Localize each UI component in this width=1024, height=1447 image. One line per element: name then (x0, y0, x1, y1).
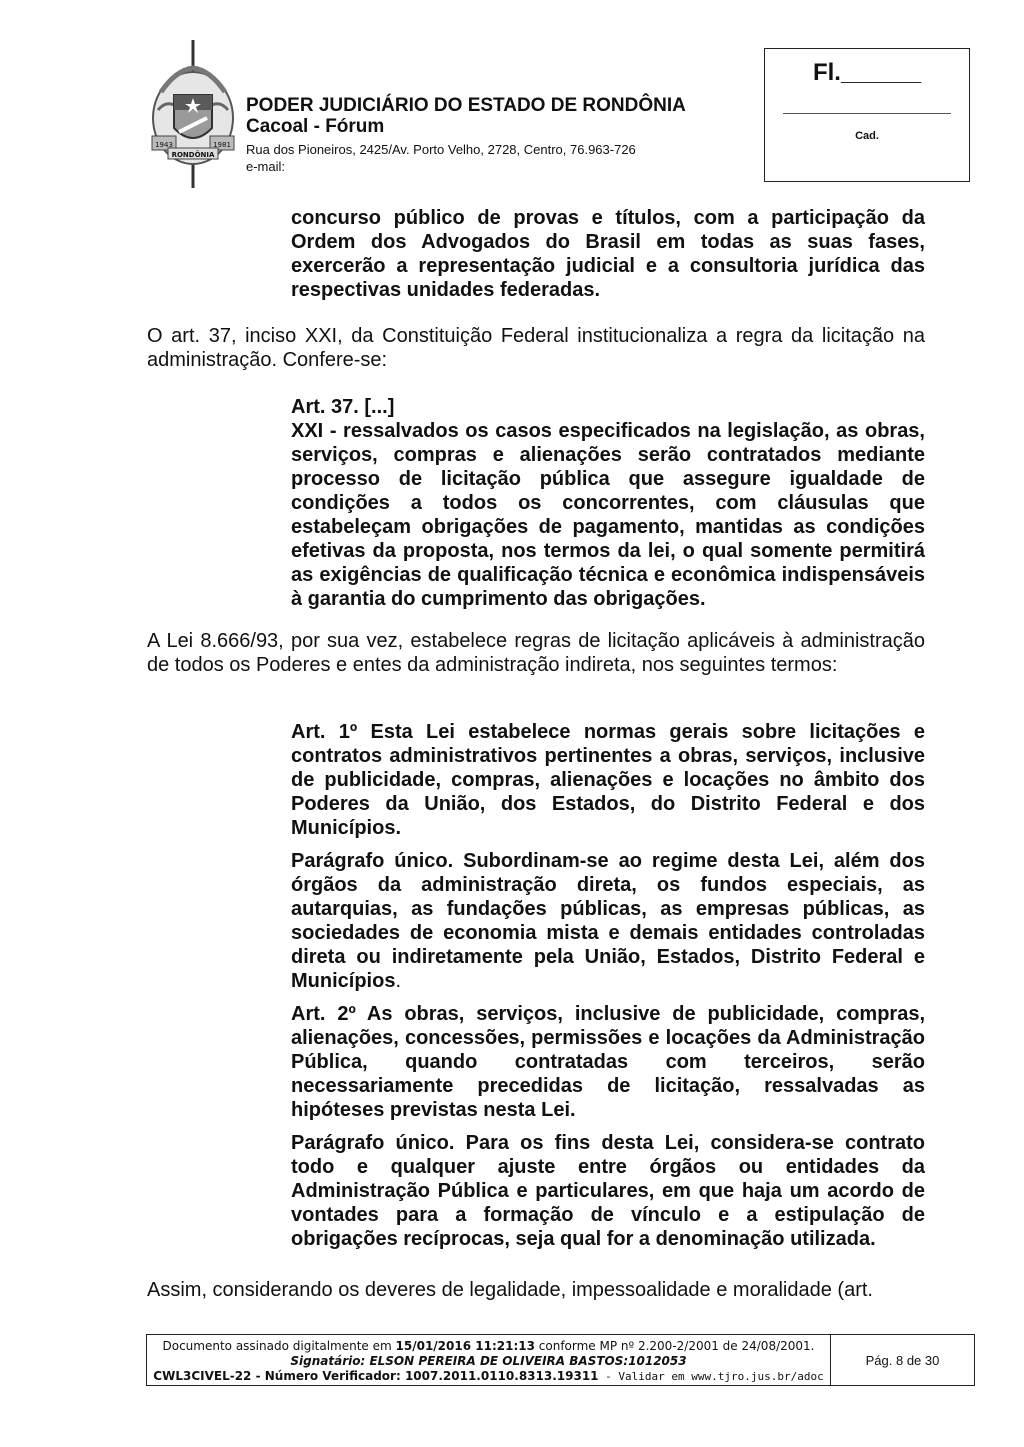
email-label: e-mail: (246, 159, 286, 174)
emblem-year-left: 1943 (155, 141, 173, 149)
folio-label: Fl.______ (812, 59, 922, 86)
quote-block-2 (291, 395, 925, 611)
emblem-banner-text: RONDÔNIA (171, 151, 215, 159)
signatory-line (147, 1354, 830, 1369)
quote-heading: Art. 37. [...] (291, 396, 395, 418)
quote-block-3 (291, 720, 925, 1251)
quote-text: concurso público de provas e títulos, com a participação da Ordem dos Advogados do Brasil em todas as suas fases, exercerão a representação judicial e a consultoria jurídica das respectivas unidades federadas. (291, 207, 925, 301)
document-header (246, 96, 686, 175)
validate-link[interactable]: - Validar em www.tjro.jus.br/adoc (598, 1370, 824, 1383)
folio-divider (783, 113, 951, 114)
folio-box (764, 48, 970, 182)
verifier-number: CWL3CIVEL-22 - Número Verificador: 1007.2011.0110.8313.19311 (153, 1369, 599, 1383)
signed-prefix: Documento assinado digitalmente em (162, 1339, 396, 1353)
quote-article-2: Art. 2º As obras, serviços, inclusive de publicidade, compras, alienações, concessões, permissões e locações da Administração Pública, quando contratadas com terceiros, serão necessariamente precedidas de licitação, ressalvadas as hipóteses previstas nesta Lei. (291, 1003, 925, 1121)
body-paragraph-2 (147, 629, 925, 677)
verifier-line (147, 1369, 830, 1384)
body-paragraph-1 (147, 324, 925, 372)
emblem-year-right: 1981 (213, 141, 231, 149)
paragraph-text: O art. 37, inciso XXI, da Constituição Federal institucionaliza a regra da licitação na administração. Confere-se: (147, 325, 925, 371)
body-paragraph-3 (147, 1278, 925, 1302)
signatory-name: Signatário: ELSON PEREIRA DE OLIVEIRA BASTOS:1012053 (290, 1354, 687, 1368)
signed-suffix: conforme MP nº 2.200-2/2001 de 24/08/2001. (534, 1339, 815, 1353)
cad-label: Cad. (855, 130, 879, 142)
paragraph-text: Assim, considerando os deveres de legalidade, impessoalidade e moralidade (art. (147, 1279, 873, 1301)
quote-paragraph-1-end: . (395, 970, 402, 992)
quote-paragraph-2: Parágrafo único. Para os fins desta Lei, considera-se contrato todo e qualquer ajuste entre órgãos ou entidades da Administração Pública e particulares, em que haja um acordo de vontades para a formação de vínculo e a estipulação de obrigações recíprocas, seja qual for a denominação utilizada. (291, 1132, 925, 1250)
coat-of-arms-emblem (146, 40, 240, 190)
court-address: Rua dos Pioneiros, 2425/Av. Porto Velho, 2728, Centro, 76.963-726 (246, 142, 636, 157)
signed-date: 15/01/2016 11:21:13 (395, 1339, 535, 1353)
page-number: Pág. 8 de 30 (865, 1352, 940, 1368)
signature-info (147, 1335, 831, 1385)
quote-paragraph-1 (291, 849, 925, 993)
signed-line (147, 1339, 830, 1354)
paragraph-text: A Lei 8.666/93, por sua vez, estabelece regras de licitação aplicáveis à administração de todos os Poderes e entes da administração indireta, nos seguintes termos: (147, 630, 925, 676)
signature-footer (146, 1334, 975, 1386)
quote-block-1 (291, 206, 925, 302)
quote-text: XXI - ressalvados os casos especificados na legislação, as obras, serviços, compras e alienações serão contratados mediante processo de licitação pública que assegure igualdade de condições a todos os concorrentes, com cláusulas que estabeleçam obrigações de pagamento, mantidas as condições efetivas da proposta, nos termos da lei, o qual somente permitirá as exigências de qualificação técnica e econômica indispensáveis à garantia do cumprimento das obrigações. (291, 420, 925, 610)
forum-name: Cacoal - Fórum (246, 116, 385, 137)
quote-paragraph-1-text: Parágrafo único. Subordinam-se ao regime desta Lei, além dos órgãos da administração direta, os fundos especiais, as autarquias, as fundações públicas, as empresas públicas, as sociedades de economia mista e demais entidades controladas direta ou indiretamente pela União, Estados, Distrito Federal e Municípios (291, 850, 925, 992)
quote-article-1: Art. 1º Esta Lei estabelece normas gerais sobre licitações e contratos administrativos pertinentes a obras, serviços, inclusive de publicidade, compras, alienações e locações no âmbito dos Poderes da União, dos Estados, do Distrito Federal e dos Municípios. (291, 721, 925, 839)
court-name: PODER JUDICIÁRIO DO ESTADO DE RONDÔNIA (246, 95, 686, 116)
